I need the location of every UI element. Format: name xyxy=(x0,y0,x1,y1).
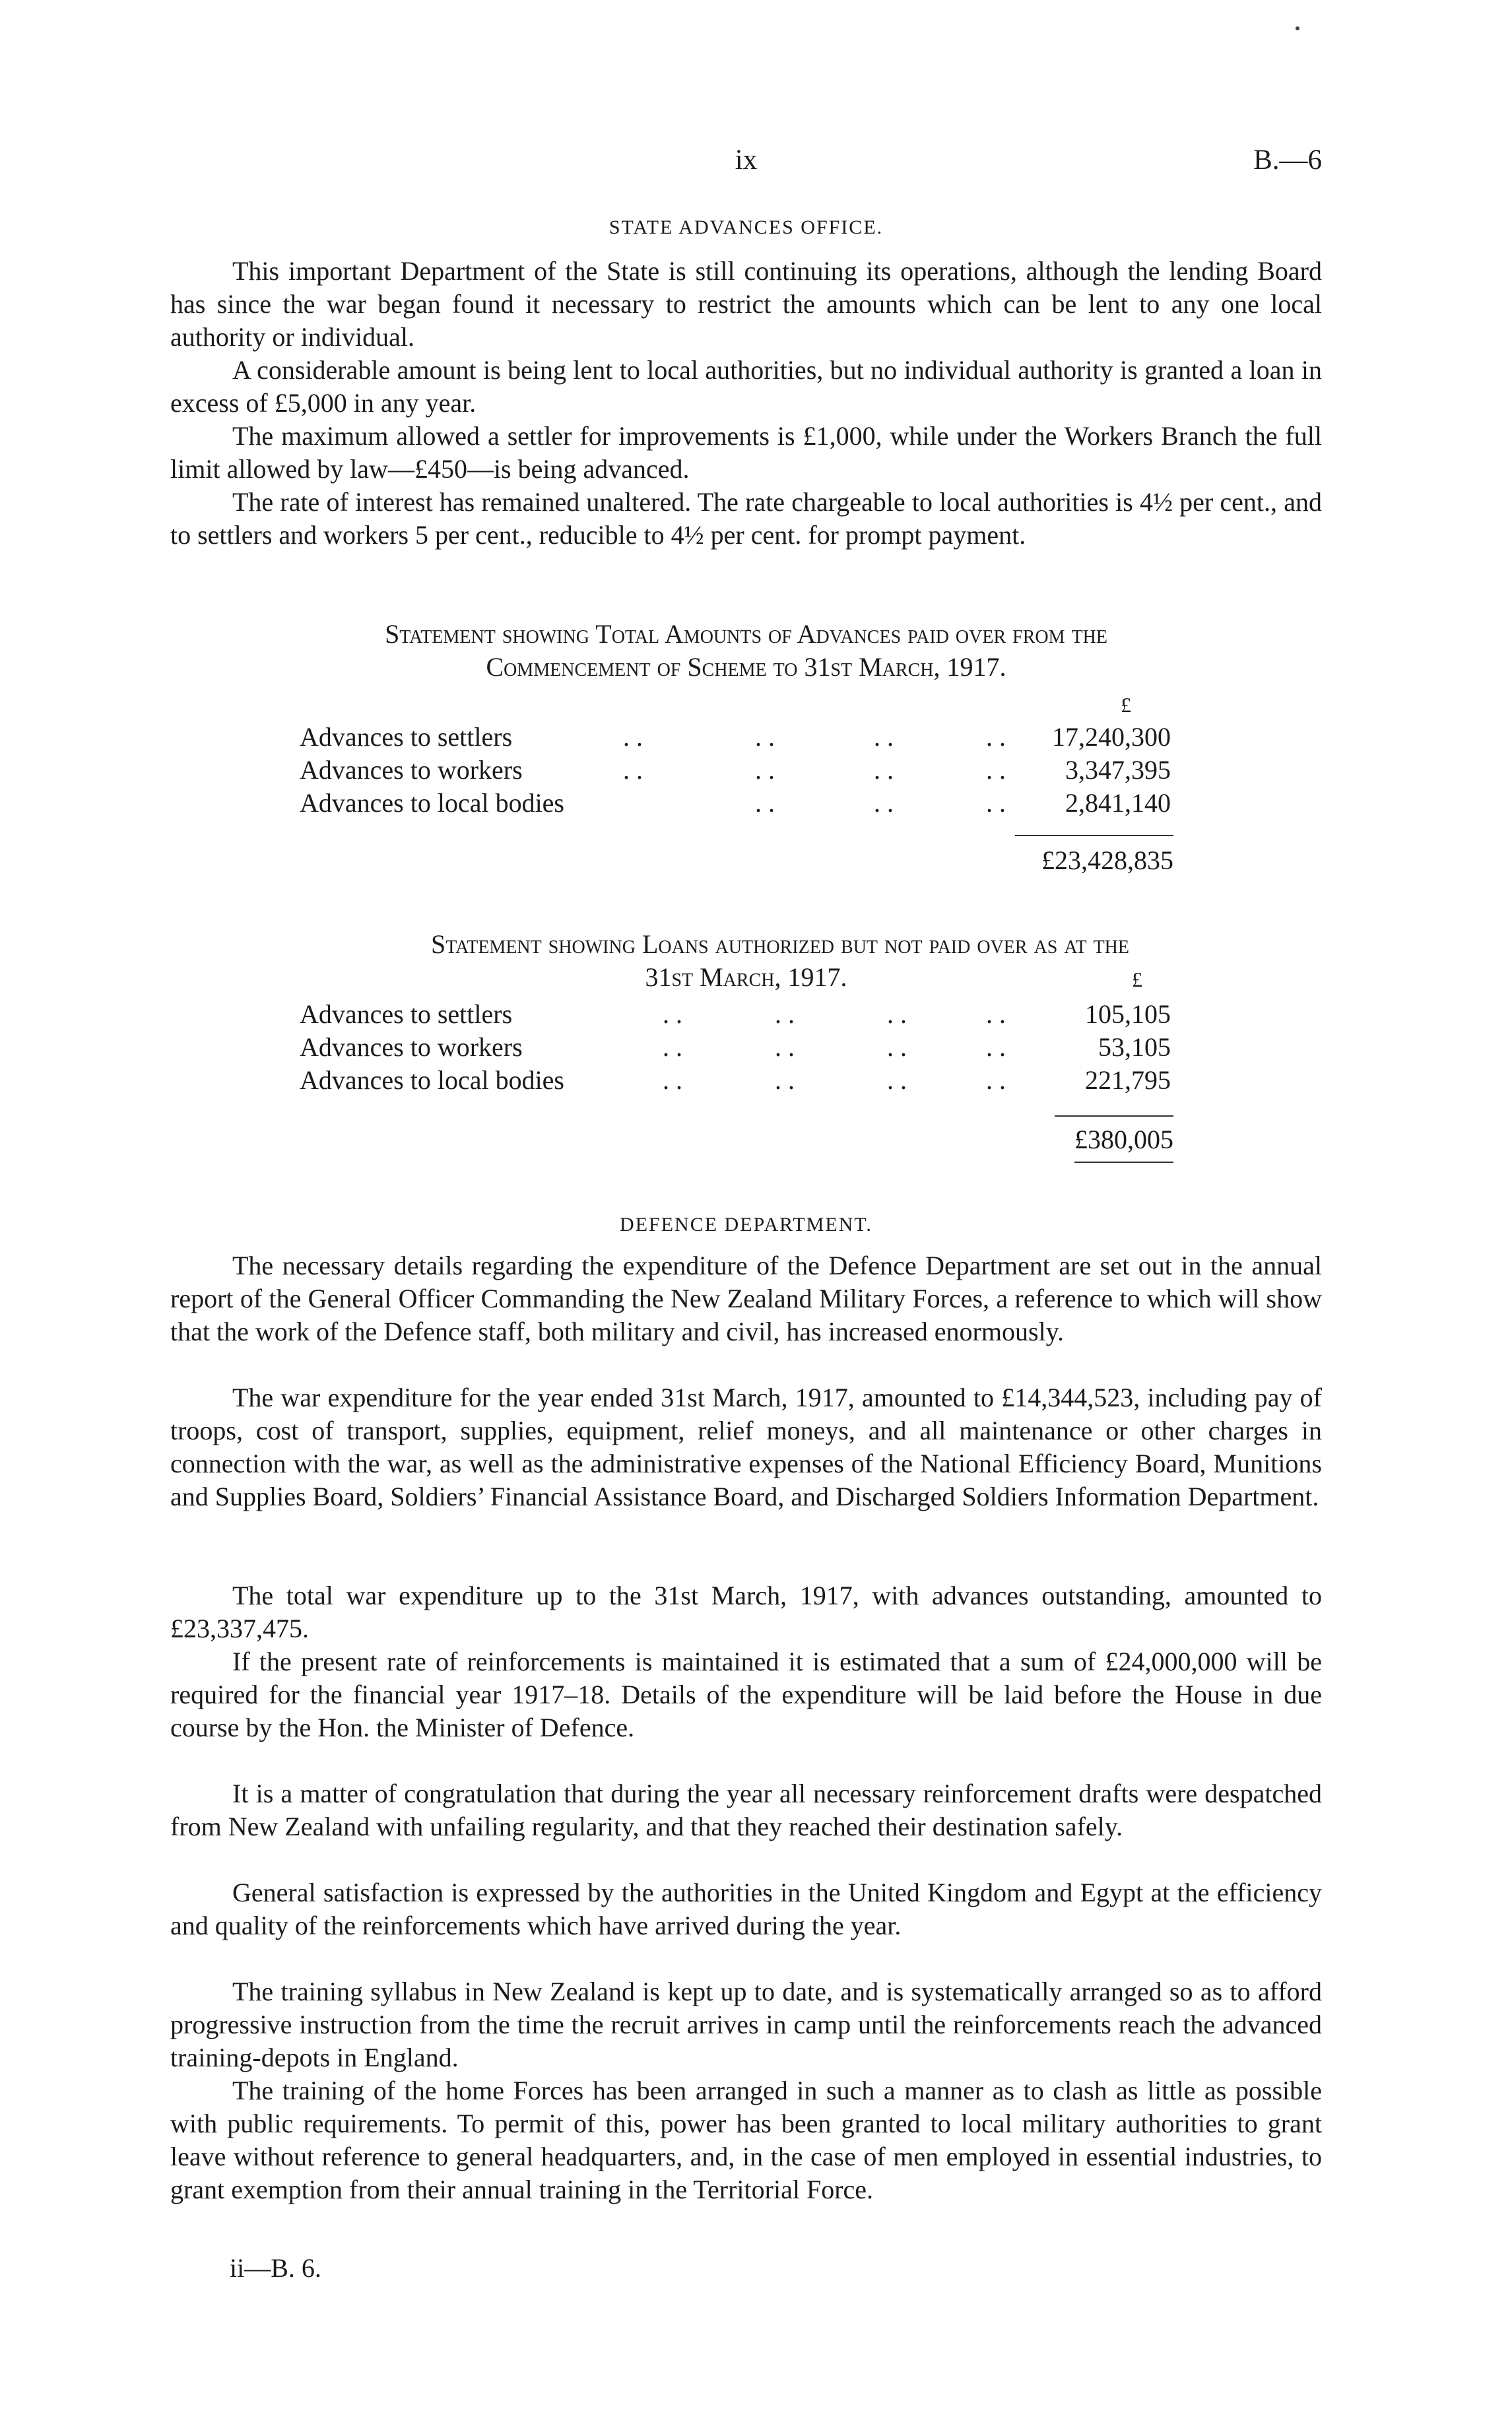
total-rule-bottom xyxy=(1074,1162,1173,1163)
table-row xyxy=(300,1064,1171,1097)
statement-1-total: £23,428,835 xyxy=(1041,845,1173,875)
statement-2-table xyxy=(300,998,1171,1097)
row-amount: 221,795 xyxy=(1085,1065,1171,1095)
stray-mark xyxy=(1296,26,1299,30)
table-row xyxy=(300,998,1171,1031)
row-amount: 105,105 xyxy=(1085,999,1171,1029)
total-rule-top xyxy=(1055,1115,1173,1117)
row-label: Advances to workers xyxy=(300,1032,523,1062)
statement-1-title-line-2: Commencement of Scheme to 31st March, 1917. xyxy=(486,652,1006,682)
page-number: ix xyxy=(735,145,758,176)
defence-paragraph-2: The war expenditure for the year ended 31st March, 1917, amounted to £14,344,523, including pay of troops, cost of transport, supplies, equipment, relief moneys, and all maintenance or other charges in connection with the war, as well as the administrative expenses of the National Efficiency Board, Munitions and Supplies Board, Soldiers’ Financial Assistance Board, and Discharged Soldiers Information Department. xyxy=(170,1383,1322,1511)
row-label: Advances to local bodies xyxy=(300,788,564,818)
state-advances-title: STATE ADVANCES OFFICE. xyxy=(608,216,884,238)
row-amount: 2,841,140 xyxy=(1065,788,1171,818)
row-label: Advances to local bodies xyxy=(300,1065,564,1095)
state-advances-paragraph-2: A considerable amount is being lent to local authorities, but no individual authority is granted a loan in excess of £5,000 in any year. xyxy=(170,355,1322,418)
state-advances-paragraph-4: The rate of interest has remained unaltered. The rate chargeable to local authorities is 4½ per cent., and to settlers and workers 5 per cent., reducible to 4½ per cent. for prompt payment. xyxy=(170,487,1322,550)
leader-dots: . . . . . . xyxy=(755,788,1006,818)
row-label: Advances to settlers xyxy=(300,722,513,752)
statement-2-total: £380,005 xyxy=(1074,1125,1173,1154)
row-amount: 53,105 xyxy=(1098,1032,1171,1062)
defence-paragraph-6: General satisfaction is expressed by the authorities in the United Kingdom and Egypt at the efficiency and quality of the reinforcements which have arrived during the year. xyxy=(170,1878,1322,1940)
statement-2-title-line-2: 31st March, 1917. xyxy=(645,962,847,992)
row-label: Advances to settlers xyxy=(300,999,513,1029)
total-rule-top xyxy=(1015,835,1173,836)
statement-1-title-line-1: Statement showing Total Amounts of Advances paid over from the xyxy=(385,619,1107,649)
defence-paragraph-4: If the present rate of reinforcements is maintained it is estimated that a sum of £24,000,000 will be required for the financial year 1917–18. Details of the expenditure will be laid before the House in due course by the Hon. the Minister of Defence. xyxy=(170,1647,1322,1742)
defence-paragraph-7: The training syllabus in New Zealand is kept up to date, and is systematically arranged so as to afford progressive instruction from the time the recruit arrives in camp until the reinforcements reach the advanced training-depots in England. xyxy=(170,1977,1322,2072)
page-header xyxy=(170,144,1322,183)
leader-dots: . . . . . . . . xyxy=(663,1065,1006,1095)
defence-paragraph-5: It is a matter of congratulation that during the year all necessary reinforcement drafts were despatched from New Zealand with unfailing regularity, and that they reached their destination safely. xyxy=(170,1779,1322,1841)
state-advances-paragraph-1: This important Department of the State is still continuing its operations, although the lending Board has since the war began found it necessary to restrict the amounts which can be lent to any one local authority or individual. xyxy=(170,256,1322,352)
defence-title: DEFENCE DEPARTMENT. xyxy=(620,1214,872,1235)
leader-dots: . . . . . . . . xyxy=(623,722,1006,752)
defence-paragraph-8: The training of the home Forces has been arranged in such a manner as to clash as little as possible with public requirements. To permit of this, power has been granted to local military authorities to grant leave without reference to general headquarters, and, in the case of men employed in essential industries, to grant exemption from their annual training in the Territorial Force. xyxy=(170,2076,1322,2204)
leader-dots: . . . . . . . . xyxy=(663,1032,1006,1062)
row-amount: 3,347,395 xyxy=(1065,755,1171,785)
document-reference: B.—6 xyxy=(1253,145,1322,176)
defence-paragraph-1: The necessary details regarding the expenditure of the Defence Department are set out in the annual report of the General Officer Commanding the New Zealand Military Forces, a reference to which will show that the work of the Defence staff, both military and civil, has increased enormously. xyxy=(170,1251,1322,1346)
row-amount: 17,240,300 xyxy=(1052,722,1171,752)
table-row xyxy=(300,1031,1171,1064)
row-label: Advances to workers xyxy=(300,755,523,785)
statement-2-title-line-1: Statement showing Loans authorized but not paid over as at the xyxy=(430,929,1130,959)
leader-dots: . . . . . . . . xyxy=(623,755,1006,785)
table-row xyxy=(300,787,1171,820)
page-signature: ii—B. 6. xyxy=(230,2253,321,2283)
statement-1-currency-heading: £ xyxy=(1121,693,1131,717)
leader-dots: . . . . . . . . xyxy=(663,999,1006,1029)
statement-1-table xyxy=(300,721,1171,820)
defence-paragraph-3: The total war expenditure up to the 31st March, 1917, with advances outstanding, amounted to £23,337,475. xyxy=(170,1581,1322,1643)
state-advances-paragraph-3: The maximum allowed a settler for improvements is £1,000, while under the Workers Branch the full limit allowed by law—£450—is being advanced. xyxy=(170,421,1322,484)
statement-2-currency-heading: £ xyxy=(1132,968,1142,991)
table-row xyxy=(300,754,1171,787)
table-row xyxy=(300,721,1171,754)
